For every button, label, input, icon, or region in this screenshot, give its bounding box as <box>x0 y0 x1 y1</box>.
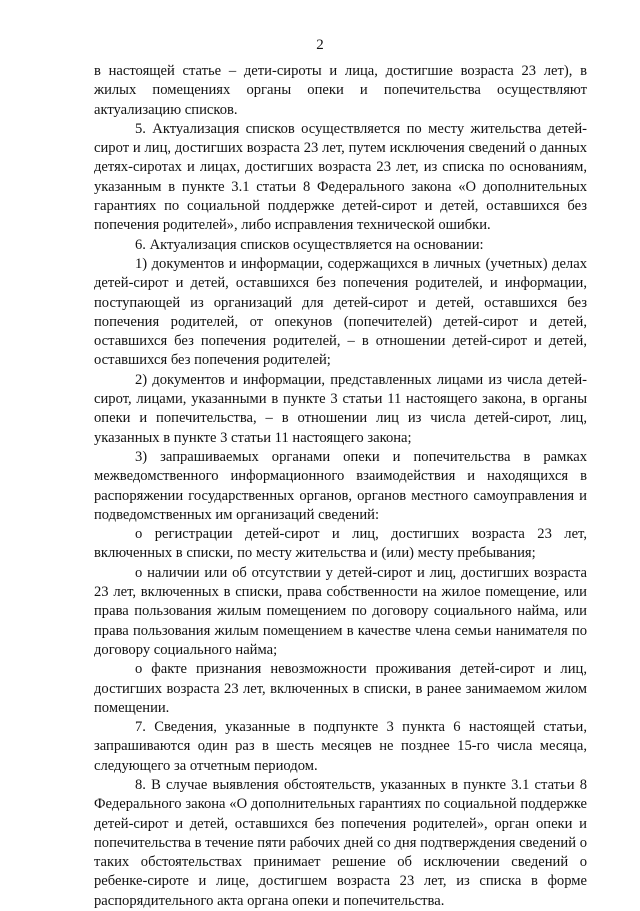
paragraph-ownership: о наличии или об отсутствии у детей-сирот и лиц, достигших возраста 23 лет, включенных в списки, права собственности на жилое помещение, или права пользования жилым помещением по договору социального найма, или права пользования жилым помещением в качестве члена семьи нанимателя по договору социального найма; <box>94 564 587 658</box>
paragraph-continuation: в настоящей статье – дети-сироты и лица, достигшие возраста 23 лет), в жилых помещениях органы опеки и попечительства осуществляют актуализацию списков. <box>94 63 587 118</box>
paragraph-subitem-3: 3) запрашиваемых органами опеки и попечительства в рамках межведомственного информационного взаимодействия и находящихся в распоряжении государственных органов, органов местного самоуправления и подведомственных им организаций сведений: <box>94 448 587 523</box>
paragraph-subitem-2: 2) документов и информации, представленных лицами из числа детей-сирот, лицами, указанными в пункте 3 статьи 11 настоящего закона, в органы опеки и попечительства, – в отношении лиц из числа детей-сирот, лиц, указанных в пункте 3 статьи 11 настоящего закона; <box>94 371 587 446</box>
paragraph-item-7: 7. Сведения, указанные в подпункте 3 пункта 6 настоящей статьи, запрашиваются один раз в шесть месяцев не позднее 15-го числа месяца, следующего за отчетным периодом. <box>94 719 587 774</box>
paragraph-item-5: 5. Актуализация списков осуществляется по месту жительства детей-сирот и лиц, достигших возраста 23 лет, путем исключения сведений о данных детях-сиротах и лицах, достигших возраста 23 лет, из списка по основаниям, указанным в пункте 3.1 статьи 8 Федерального закона «О дополнительных гарантиях по социальной поддержке детей-сирот и детей, оставшихся без попечения родителей», либо исправления технической ошибки. <box>94 120 587 234</box>
paragraph-item-8: 8. В случае выявления обстоятельств, указанных в пункте 3.1 статьи 8 Федерального закона «О дополнительных гарантиях по социальной поддержке детей-сирот и детей, оставшихся без попечения родителей», орган опеки и попечительства в течение пяти рабочих дней со дня подтверждения сведений о таких обстоятельствах принимает решение об исключении сведений о ребенке-сироте и лице, достигшем возраста 23 лет, из списка в форме распорядительного акта органа опеки и попечительства. <box>94 776 587 909</box>
paragraph-item-6: 6. Актуализация списков осуществляется на основании: <box>135 236 484 253</box>
paragraph-subitem-1: 1) документов и информации, содержащихся в личных (учетных) делах детей-сирот и детей, оставшихся без попечения родителей, и информации, поступающей из организаций для детей-сирот и детей, оставшихся без попечения родителей, от опекунов (попечителей) детей-сирот и детей, оставшихся без попечения родителей, – в отношении детей-сирот и детей, оставшихся без попечения родителей; <box>94 255 587 369</box>
document-body <box>94 62 587 911</box>
paragraph-impossibility: о факте признания невозможности проживания детей-сирот и лиц, достигших возраста 23 лет, включенных в списки, в ранее занимаемом жилом помещении. <box>94 661 587 716</box>
page-number: 2 <box>316 37 324 53</box>
paragraph-registration: о регистрации детей-сирот и лиц, достигших возраста 23 лет, включенных в списки, по месту жительства и (или) месту пребывания; <box>94 526 587 562</box>
